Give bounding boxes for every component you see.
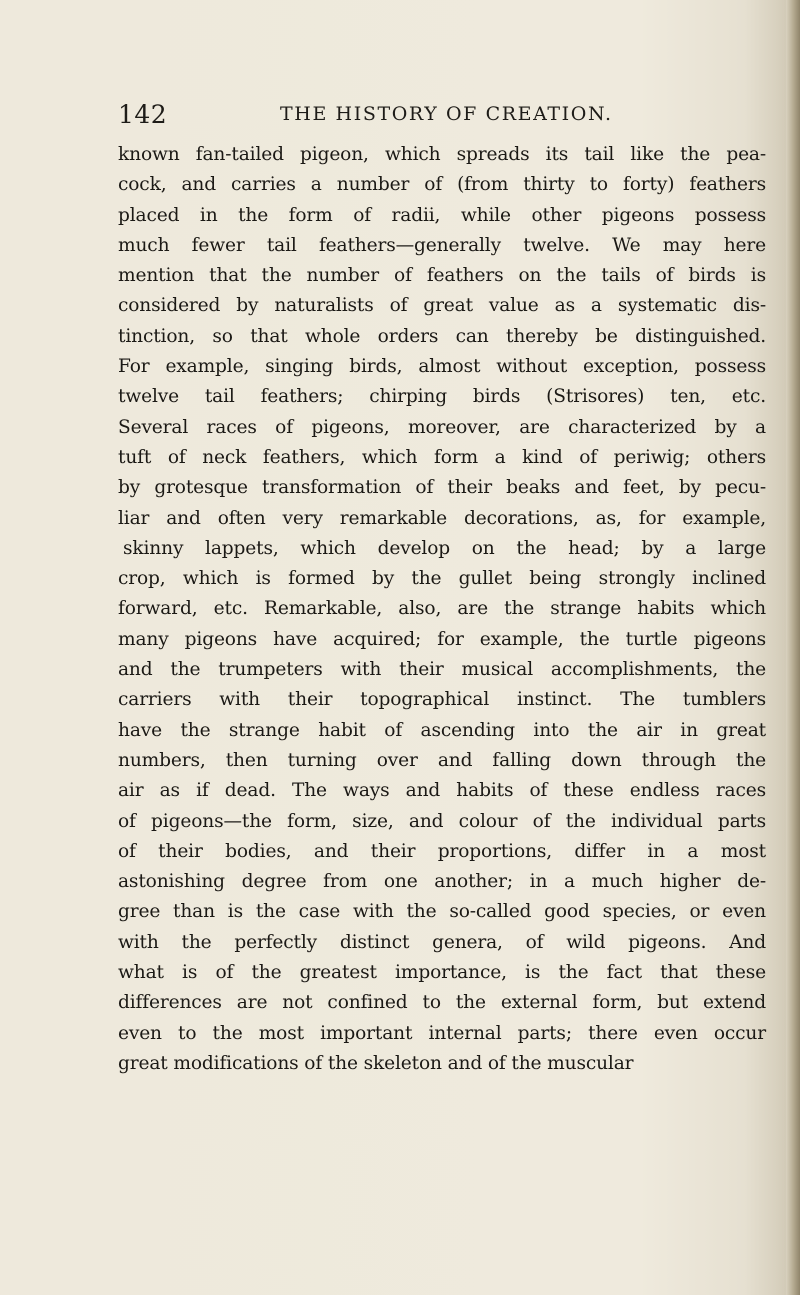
page-edge-shadow (786, 0, 800, 1295)
text-line: tuft of neck feathers, which form a kind of periwig; others (118, 446, 766, 468)
running-header (118, 100, 766, 140)
text-line: of their bodies, and their proportions, differ in a most (118, 840, 766, 862)
text-line: air as if dead. The ways and habits of these endless races (118, 780, 766, 802)
text-line: For example, singing birds, almost without exception, possess (118, 356, 766, 378)
text-line: tinction, so that whole orders can thereby be distinguished. (118, 325, 766, 347)
text-line: astonishing degree from one another; in a much higher de- (118, 871, 766, 893)
text-line: crop, which is formed by the gullet being strongly inclined (118, 568, 766, 590)
text-line: carriers with their topographical instinct. The tumblers (118, 689, 766, 711)
text-line: forward, etc. Remarkable, also, are the strange habits which (118, 598, 766, 620)
text-line: skinny lappets, which develop on the head; by a large (123, 537, 766, 559)
text-line: many pigeons have acquired; for example, the turtle pigeons (118, 628, 766, 650)
page-number: 142 (118, 100, 168, 129)
text-line: known fan-tailed pigeon, which spreads its tail like the pea- (118, 144, 766, 165)
text-line: twelve tail feathers; chirping birds (Strisores) ten, etc. (118, 386, 766, 408)
text-line: have the strange habit of ascending into the air in great (118, 719, 766, 741)
text-line: of pigeons—the form, size, and colour of the individual parts (118, 810, 766, 832)
text-line: mention that the number of feathers on the tails of birds is (118, 265, 766, 287)
text-line: great modifications of the skeleton and of the muscular (118, 1052, 634, 1074)
text-line: even to the most important internal parts; there even occur (118, 1022, 766, 1044)
running-title: THE HISTORY OF CREATION. (280, 103, 613, 125)
text-line: considered by naturalists of great value as a systematic dis- (118, 295, 766, 317)
text-line: with the perfectly distinct genera, of wild pigeons. And (118, 931, 766, 953)
text-line: liar and often very remarkable decorations, as, for example, (118, 507, 766, 529)
body-text (118, 140, 766, 1079)
text-line: by grotesque transformation of their beaks and feet, by pecu- (118, 477, 766, 499)
text-line: Several races of pigeons, moreover, are characterized by a (118, 416, 766, 438)
text-line: numbers, then turning over and falling down through the (118, 749, 766, 771)
text-line: much fewer tail feathers—generally twelve. We may here (118, 234, 766, 256)
text-line: gree than is the case with the so-called good species, or even (118, 901, 766, 923)
text-line: what is of the greatest importance, is the fact that these (118, 962, 766, 984)
text-line: cock, and carries a number of (from thirty to forty) feathers (118, 174, 766, 196)
text-line: placed in the form of radii, while other pigeons possess (118, 204, 766, 226)
text-line: differences are not confined to the external form, but extend (118, 992, 766, 1014)
text-line: and the trumpeters with their musical accomplishments, the (118, 659, 766, 681)
